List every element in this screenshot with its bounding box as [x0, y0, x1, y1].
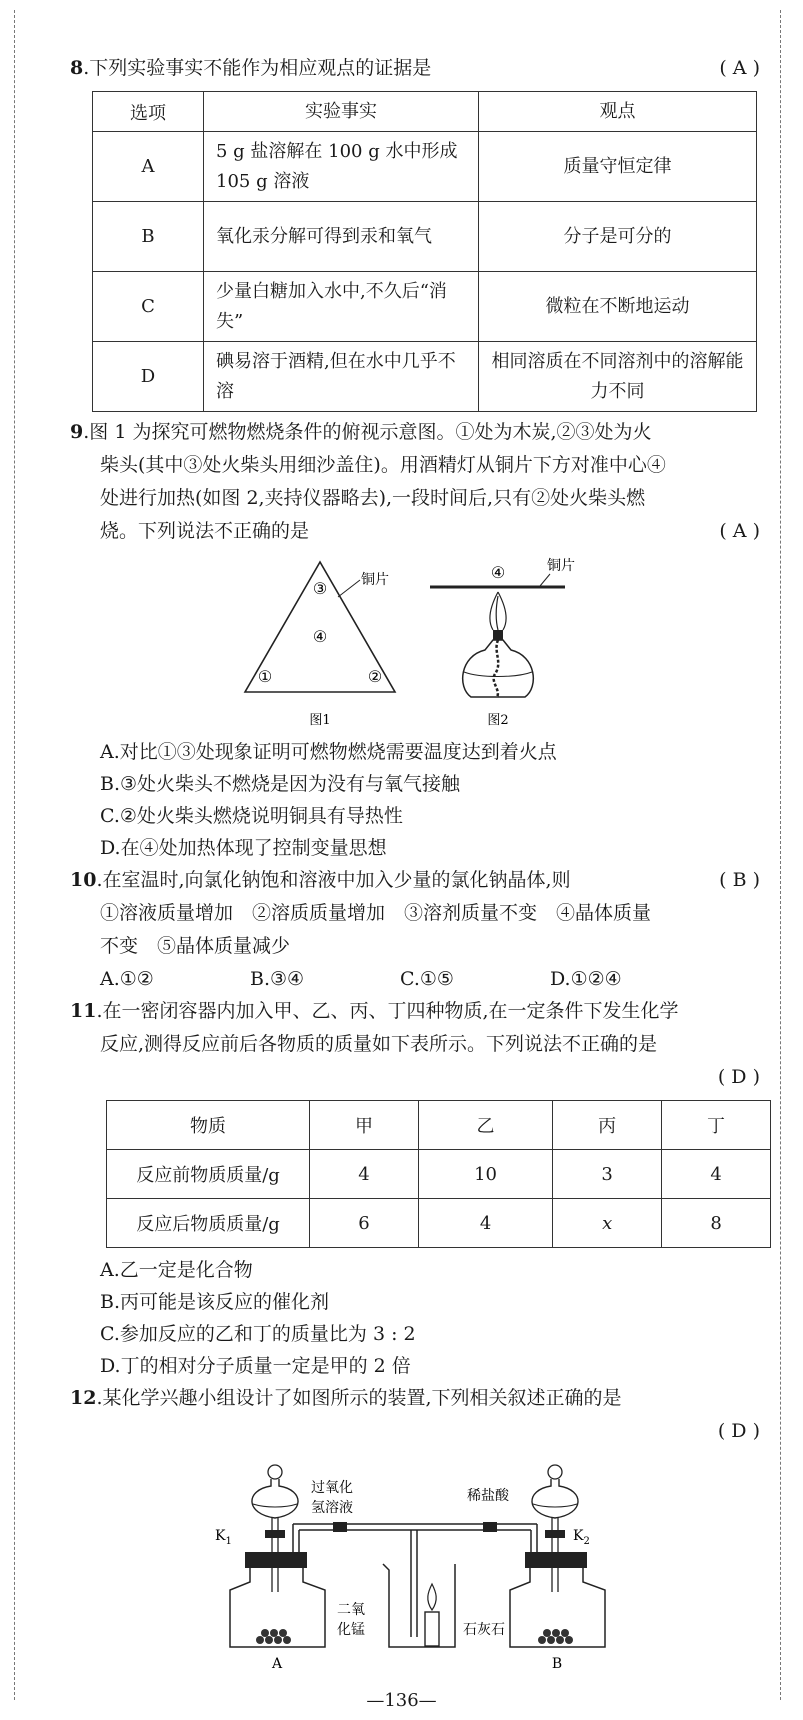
page-number: —136—	[366, 1690, 437, 1711]
funnel-stopper	[548, 1465, 562, 1479]
flame-icon	[490, 592, 506, 630]
header-cell: 甲	[310, 1101, 419, 1150]
content	[70, 52, 760, 1674]
question-11-stem	[70, 995, 760, 1028]
reagent-label: 过氧化	[311, 1480, 353, 1496]
apparatus-b	[463, 1465, 605, 1647]
figure-1	[245, 562, 395, 728]
option-a: A.乙一定是化合物	[100, 1259, 253, 1281]
option-b: B.③处火柴头不燃烧是因为没有与氧气接触	[100, 773, 461, 795]
copper-label: 铜片	[547, 558, 575, 574]
question-text-line: 柴头(其中③处火柴头用细沙盖住)。用酒精灯从铜片下方对准中心④	[100, 454, 666, 476]
tube-connector	[333, 1522, 347, 1532]
table-cell: x	[553, 1199, 662, 1248]
reagent-label: 稀盐酸	[467, 1488, 509, 1504]
question-12-stem	[70, 1382, 760, 1415]
tube-connector	[483, 1522, 497, 1532]
left-dashed-border	[14, 10, 15, 1700]
k1-label: $K_1$	[215, 1528, 232, 1547]
option-a: A.①②	[100, 968, 154, 990]
option-a: A.对比①③处现象证明可燃物燃烧需要温度达到着火点	[100, 741, 557, 763]
question-number: 10	[70, 869, 97, 891]
table-cell: 6	[310, 1199, 419, 1248]
separatory-funnel	[532, 1479, 578, 1518]
question-text: .在室温时,向氯化钠饱和溶液中加入少量的氯化钠晶体,则	[96, 869, 571, 891]
position-1: ①	[257, 667, 273, 686]
table-cell: 分子是可分的	[479, 202, 757, 272]
table-cell: D	[93, 342, 204, 412]
question-items: ①溶液质量增加 ②溶质质量增加 ③溶剂质量不变 ④晶体质量	[100, 902, 652, 924]
question-text: 烧。下列说法不正确的是	[100, 520, 310, 542]
apparatus-label-a: A	[271, 1656, 283, 1672]
k2-label: $K_2$	[573, 1528, 590, 1547]
wick-holder	[493, 630, 503, 640]
figure-caption: 图2	[487, 713, 509, 728]
table-cell: 相同溶质在不同溶剂中的溶解能力不同	[479, 342, 757, 412]
position-2: ②	[367, 667, 383, 686]
header-cell: 丁	[662, 1101, 771, 1150]
table-cell: 3	[553, 1150, 662, 1199]
label-pointer	[338, 580, 360, 597]
funnel-liquid-line	[253, 1504, 297, 1507]
beaker-with-candle	[383, 1564, 455, 1647]
table-cell: A	[93, 132, 204, 202]
table-row	[107, 1199, 771, 1248]
q12-apparatus-figure	[185, 1452, 645, 1652]
question-number: 9	[70, 421, 84, 443]
q9-figures	[235, 552, 595, 732]
question-8-stem	[70, 52, 760, 85]
header-cell: 选项	[93, 92, 204, 132]
rubber-stopper	[245, 1552, 307, 1568]
option-b: B.丙可能是该反应的催化剂	[100, 1291, 330, 1313]
question-number: 11	[70, 1000, 97, 1022]
header-cell: 实验事实	[204, 92, 479, 132]
table-row	[93, 342, 757, 412]
beaker	[383, 1564, 455, 1647]
question-10-stem	[70, 864, 760, 897]
table-row	[93, 132, 757, 202]
answer-line	[70, 1061, 760, 1094]
table-cell: 8	[662, 1199, 771, 1248]
option-c: C.参加反应的乙和丁的质量比为 3 : 2	[100, 1323, 416, 1345]
table-cell: 10	[418, 1150, 552, 1199]
table-cell: 微粒在不断地运动	[479, 272, 757, 342]
apparatus-label-b: B	[551, 1656, 563, 1672]
question-text-line	[70, 515, 760, 548]
stopcock-k1[interactable]	[265, 1530, 285, 1538]
option-d: D.①②④	[550, 968, 622, 990]
question-text-line: 处进行加热(如图 2,夹持仪器略去),一段时间后,只有②处火柴头燃	[100, 487, 646, 509]
copper-label: 铜片	[361, 572, 389, 588]
reagent-label: 石灰石	[463, 1622, 505, 1638]
header-cell: 丙	[553, 1101, 662, 1150]
stopcock-k2[interactable]	[545, 1530, 565, 1538]
table-cell: 5 g 盐溶解在 100 g 水中形成 105 g 溶液	[204, 132, 479, 202]
answer: ( D )	[717, 1420, 760, 1442]
answer: ( A )	[719, 57, 760, 79]
label-pointer	[540, 574, 550, 586]
table-cell: 反应后物质质量/g	[107, 1199, 310, 1248]
question-number: 12	[70, 1387, 97, 1409]
question-text: .某化学兴趣小组设计了如图所示的装置,下列相关叙述正确的是	[96, 1387, 622, 1409]
table-cell: B	[93, 202, 204, 272]
header-cell: 乙	[418, 1101, 552, 1150]
separatory-funnel	[252, 1479, 298, 1518]
option-b: B.③④	[250, 968, 305, 990]
question-items: 不变 ⑤晶体质量减少	[100, 935, 291, 957]
table-cell: 4	[662, 1150, 771, 1199]
reagent-label: 二氧	[337, 1602, 365, 1618]
rubber-stopper	[525, 1552, 587, 1568]
candle	[425, 1612, 439, 1646]
funnel-stopper	[268, 1465, 282, 1479]
table-cell: C	[93, 272, 204, 342]
answer: ( A )	[719, 520, 760, 542]
table-cell: 氧化汞分解可得到汞和氧气	[204, 202, 479, 272]
table-row	[93, 202, 757, 272]
reagent-label: 氢溶液	[311, 1500, 353, 1516]
q11-table	[106, 1100, 771, 1248]
position-4: ④	[490, 563, 506, 582]
flame-icon	[428, 1584, 436, 1610]
header-cell: 物质	[107, 1101, 310, 1150]
table-header-row	[93, 92, 757, 132]
option-c: C.②处火柴头燃烧说明铜具有导热性	[100, 805, 403, 827]
answer-line	[70, 1415, 760, 1448]
question-9-stem	[70, 416, 760, 449]
lamp-liquid-line	[464, 672, 532, 677]
figure-caption: 图1	[309, 713, 331, 728]
funnel-liquid-line	[533, 1504, 577, 1507]
reagent-label: 化锰	[337, 1622, 365, 1638]
position-3: ③	[312, 579, 328, 598]
table-cell: 少量白糖加入水中,不久后“消失”	[204, 272, 479, 342]
table-header-row	[107, 1101, 771, 1150]
table-cell: 质量守恒定律	[479, 132, 757, 202]
figure-2	[430, 557, 575, 728]
table-cell: 碘易溶于酒精,但在水中几乎不溶	[204, 342, 479, 412]
right-dashed-border	[780, 10, 781, 1700]
option-d: D.丁的相对分子质量一定是甲的 2 倍	[100, 1355, 411, 1377]
option-c: C.①⑤	[400, 968, 454, 990]
header-cell: 观点	[479, 92, 757, 132]
answer: ( B )	[719, 869, 760, 891]
connecting-tubes	[293, 1522, 537, 1637]
question-text: .下列实验事实不能作为相应观点的证据是	[83, 57, 432, 79]
answer: ( D )	[717, 1066, 760, 1088]
question-text: .图 1 为探究可燃物燃烧条件的俯视示意图。①处为木炭,②③处为火	[83, 421, 652, 443]
table-row	[93, 272, 757, 342]
question-number: 8	[70, 57, 84, 79]
apparatus-a	[215, 1465, 365, 1647]
table-row	[107, 1150, 771, 1199]
question-text: .在一密闭容器内加入甲、乙、丙、丁四种物质,在一定条件下发生化学	[96, 1000, 679, 1022]
option-d: D.在④处加热体现了控制变量思想	[100, 837, 387, 859]
table-cell: 4	[418, 1199, 552, 1248]
options-row	[70, 963, 760, 995]
q12-figure-labels	[185, 1652, 645, 1674]
table-cell: 反应前物质质量/g	[107, 1150, 310, 1199]
position-4: ④	[312, 627, 328, 646]
table-cell: 4	[310, 1150, 419, 1199]
question-text-line: 反应,测得反应前后各物质的质量如下表所示。下列说法不正确的是	[100, 1033, 658, 1055]
wick	[494, 640, 499, 697]
q8-table	[92, 91, 757, 412]
